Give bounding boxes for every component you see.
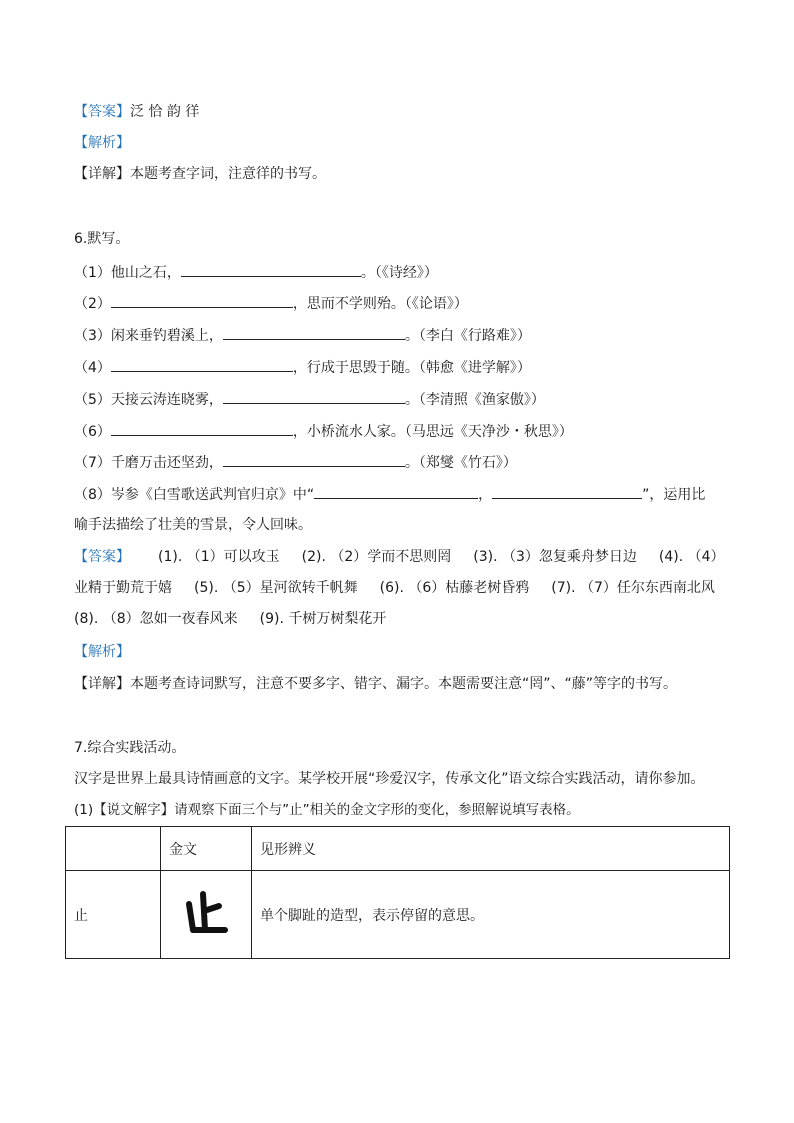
fill-blank[interactable]: [181, 261, 361, 277]
q6-line-5-suffix: 。（李清照《渔家傲》）: [404, 392, 545, 408]
fill-blank[interactable]: [111, 292, 293, 308]
q6-answer-line-3: [74, 609, 386, 629]
q6-line-4: [74, 356, 531, 378]
fill-blank[interactable]: [492, 483, 642, 499]
q6-answer-line-1: [74, 547, 725, 567]
table-header-cell: 金文: [161, 827, 252, 871]
bronze-glyph-cell: [161, 871, 252, 959]
q6-analysis-line: [74, 642, 130, 662]
answer-item: (4). （4）: [658, 549, 725, 565]
q6-line-5: [74, 388, 545, 410]
q7-intro: 汉字是世界上最具诗情画意的文字。某学校开展“珍爱汉字，传承文化”语文综合实践活动，请你参加。: [74, 771, 705, 787]
fill-blank[interactable]: [223, 324, 405, 340]
answer-item: (9). 千树万树梨花开: [259, 611, 387, 627]
q6-line-3: [74, 324, 531, 346]
q7-title: 7.综合实践活动。: [74, 740, 186, 756]
table-header-cell: 见形辨义: [252, 827, 730, 871]
fill-blank[interactable]: [223, 388, 405, 404]
detail-text: 本题考查字词，注意徉的书写。: [130, 166, 326, 182]
q5-detail-line: [74, 164, 326, 184]
q7-sub1: (1)【说文解字】请观察下面三个与”止”相关的金文字形的变化，参照解说填写表格。: [74, 802, 580, 818]
answer-item: (1). （1）可以攻玉: [158, 549, 280, 565]
q5-analysis-line: [74, 133, 130, 153]
q6-line-1: [74, 261, 438, 283]
q6-line-8: [74, 483, 705, 505]
q6-line-6-suffix: ，小桥流水人家。（马思远《天净沙・秋思》）: [292, 424, 573, 440]
answer-tag: 【答案】: [74, 549, 130, 565]
q6-line-6: [74, 420, 573, 442]
fill-blank[interactable]: [111, 356, 293, 372]
q6-answer-line-2: [74, 578, 715, 598]
q6-line-8-prefix: （8）岑参《白雪歌送武判官归京》中“: [74, 487, 315, 503]
q5-answer-line: [74, 102, 199, 122]
q6-line-7: [74, 451, 517, 473]
table-row: [66, 871, 730, 959]
q6-line-2-prefix: （2）: [74, 296, 111, 312]
q6-line-3-suffix: 。（李白《行路难》）: [404, 328, 531, 344]
meaning-cell: 单个脚趾的造型，表示停留的意思。: [252, 871, 730, 959]
answer-item: (2). （2）学而不思则罔: [301, 549, 452, 565]
answer-item: (6). （6）枯藤老树昏鸦: [379, 580, 530, 596]
answer-tag: 【答案】: [74, 104, 130, 120]
q6-line-7-suffix: 。（郑燮《竹石》）: [404, 455, 517, 471]
q6-detail-line: [74, 674, 677, 694]
table-header-row: [66, 827, 730, 871]
q6-line-4-prefix: （4）: [74, 360, 111, 376]
q6-line-1-prefix: （1）他山之石，: [74, 265, 181, 281]
fill-blank[interactable]: [314, 483, 478, 499]
detail-text: 本题考查诗词默写，注意不要多字、错字、漏字。本题需要注意“罔”、“藤”等字的书写。: [130, 676, 678, 692]
detail-tag: 【详解】: [74, 676, 130, 692]
q6-line-2: [74, 292, 468, 314]
q6-line-2-suffix: ，思而不学则殆。（《论语》）: [292, 296, 468, 312]
analysis-tag: 【解析】: [74, 644, 130, 660]
q6-line-8-suffix: ”，运用比: [642, 487, 706, 503]
q6-line-3-prefix: （3）闲来垂钓碧溪上，: [74, 328, 223, 344]
q6-line-5-prefix: （5）天接云涛连晓雾，: [74, 392, 223, 408]
glyph-table: [65, 826, 730, 959]
q6-line-8-cont: 喻手法描绘了壮美的雪景，令人回味。: [74, 517, 312, 533]
q6-line-4-suffix: ，行成于思毁于随。（韩愈《进学解》）: [292, 360, 531, 376]
q6-line-1-suffix: 。（《诗经》）: [360, 265, 438, 281]
char-cell: 止: [66, 871, 161, 959]
q6-line-6-prefix: （6）: [74, 424, 111, 440]
answer-item: (3). （3）忽复乘舟梦日边: [473, 549, 637, 565]
answer-item: 业精于勤荒于嬉: [74, 580, 172, 596]
analysis-tag: 【解析】: [74, 135, 130, 151]
answer-text: 泛 恰 韵 徉: [130, 104, 200, 120]
q6-line-7-prefix: （7）千磨万击还坚劲，: [74, 455, 223, 471]
bronze-script-glyph-image: [181, 890, 231, 936]
q6-title: 6.默写。: [74, 231, 130, 247]
table-header-cell: [66, 827, 161, 871]
answer-item: (7). （7）任尔东西南北风: [551, 580, 715, 596]
answer-item: (8). （8）忽如一夜春风来: [74, 611, 238, 627]
detail-tag: 【详解】: [74, 166, 130, 182]
fill-blank[interactable]: [111, 420, 293, 436]
answer-item: (5). （5）星河欲转千帆舞: [194, 580, 358, 596]
q6-line-8-comma: ，: [478, 487, 493, 503]
fill-blank[interactable]: [223, 451, 405, 467]
